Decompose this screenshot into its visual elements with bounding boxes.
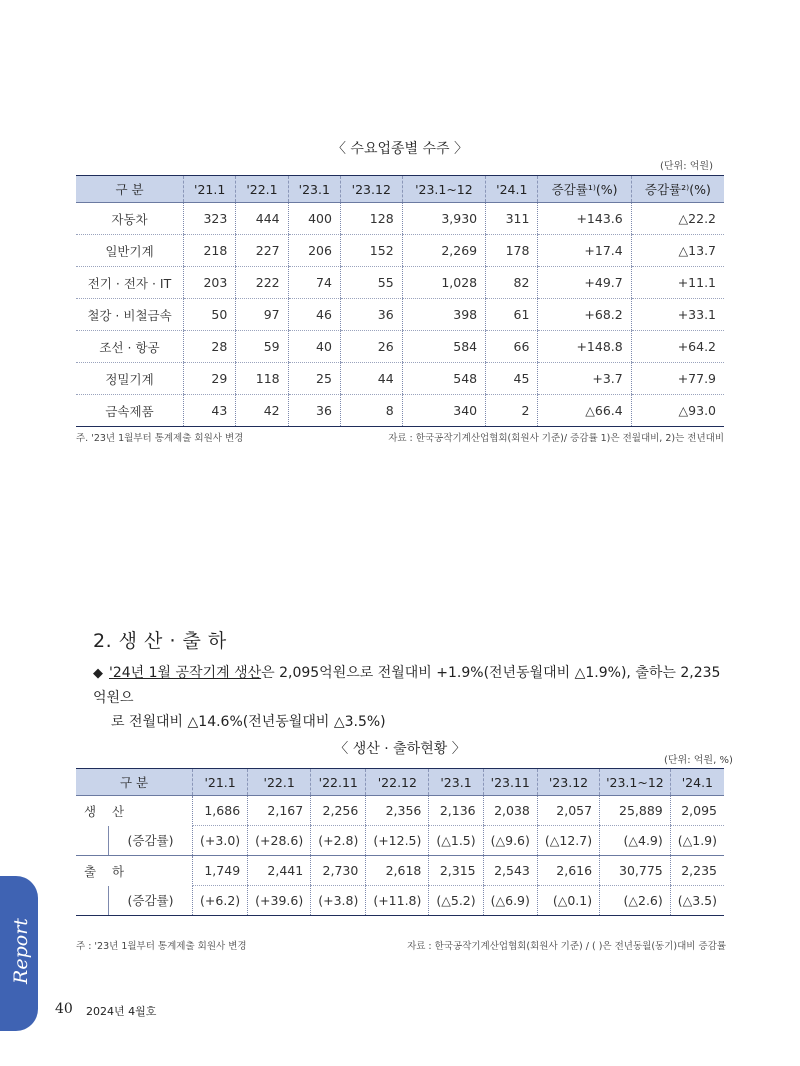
table-cell: 82	[486, 267, 538, 299]
table-cell: 97	[236, 299, 288, 331]
table-cell: +33.1	[631, 299, 724, 331]
table-cell: 44	[340, 363, 402, 395]
table2-caption: 〈 생산 · 출하현황 〉	[334, 741, 466, 757]
table-cell: 42	[236, 395, 288, 427]
table-cell: 400	[288, 203, 340, 235]
table2-source: 자료 : 한국공작기계산업협회(회원사 기준) / ( )은 전년동월(동기)대비 증감률	[407, 941, 726, 952]
table-cell: +143.6	[538, 203, 631, 235]
table-cell: +3.7	[538, 363, 631, 395]
table1-unit: (단위: 억원)	[660, 161, 713, 172]
table-cell: 2,356	[366, 796, 429, 826]
summary-text-1: 은 2,095억원으로 전월대비 +1.9%(전년동월대비 △1.9%), 출하는 2,235억원으	[93, 665, 721, 706]
table-cell: 2,256	[311, 796, 366, 826]
table-cell: +77.9	[631, 363, 724, 395]
table-row	[76, 235, 724, 267]
spacer-cell	[76, 826, 109, 856]
report-side-label: Report	[10, 918, 32, 984]
shipment-row	[76, 856, 724, 886]
row-label: 조선 · 항공	[76, 331, 184, 363]
table-cell: 2,269	[402, 235, 485, 267]
table-cell: (△5.2)	[429, 886, 483, 916]
table-cell: (+6.2)	[193, 886, 248, 916]
table-cell: 2,543	[483, 856, 537, 886]
summary-text-2: 로 전월대비 △14.6%(전년동월대비 △3.5%)	[111, 714, 386, 730]
table-cell: 206	[288, 235, 340, 267]
table-cell: 222	[236, 267, 288, 299]
table-cell: +68.2	[538, 299, 631, 331]
table-cell: (△4.9)	[600, 826, 671, 856]
table-cell: 25,889	[600, 796, 671, 826]
table1-col-header: '22.1	[236, 176, 288, 203]
table-cell: 218	[184, 235, 236, 267]
table-cell: 398	[402, 299, 485, 331]
table-cell: 45	[486, 363, 538, 395]
table-cell: 323	[184, 203, 236, 235]
table-cell: (△2.6)	[600, 886, 671, 916]
table-cell: +148.8	[538, 331, 631, 363]
production-row	[76, 796, 724, 826]
table-cell: 152	[340, 235, 402, 267]
table-cell: 444	[236, 203, 288, 235]
table-cell: 55	[340, 267, 402, 299]
table-cell: 36	[288, 395, 340, 427]
table-cell: (△3.5)	[670, 886, 724, 916]
production-rate-label: (증감률)	[109, 826, 193, 856]
table2-unit: (단위: 억원, %)	[664, 755, 733, 766]
table-cell: (+3.8)	[311, 886, 366, 916]
shipment-rate-row	[76, 886, 724, 916]
table-cell: △66.4	[538, 395, 631, 427]
table-cell: (△1.5)	[429, 826, 483, 856]
table2-col-header: '24.1	[670, 769, 724, 796]
table-cell: (+12.5)	[366, 826, 429, 856]
spacer-cell	[76, 886, 109, 916]
table1-col-header: '23.1~12	[402, 176, 485, 203]
table-cell: (△6.9)	[483, 886, 537, 916]
table-cell: 2,616	[537, 856, 599, 886]
production-shipment-table	[76, 768, 724, 916]
table-cell: 36	[340, 299, 402, 331]
row-label: 전기 · 전자 · IT	[76, 267, 184, 299]
table-cell: 26	[340, 331, 402, 363]
production-label: 생 산	[84, 803, 131, 819]
table-cell: 548	[402, 363, 485, 395]
table-cell: 40	[288, 331, 340, 363]
table1-header-row	[76, 176, 724, 203]
table2-col-header: '23.1~12	[600, 769, 671, 796]
table-cell: 28	[184, 331, 236, 363]
table-cell: 50	[184, 299, 236, 331]
table-cell: 2,441	[248, 856, 311, 886]
table-cell: 59	[236, 331, 288, 363]
production-rate-row	[76, 826, 724, 856]
table-cell: 46	[288, 299, 340, 331]
table1-source: 자료 : 한국공작기계산업협회(회원사 기준)/ 증감률 1)은 전월대비, 2)는 전년대비	[388, 433, 724, 444]
table-cell: (+2.8)	[311, 826, 366, 856]
table-cell: 8	[340, 395, 402, 427]
row-label: 금속제품	[76, 395, 184, 427]
table-cell: 2,095	[670, 796, 724, 826]
table-cell: (△9.6)	[483, 826, 537, 856]
table-cell: 311	[486, 203, 538, 235]
order-by-industry-table	[76, 175, 724, 427]
table-cell: +17.4	[538, 235, 631, 267]
table1-col-header: '21.1	[184, 176, 236, 203]
table1-col-header: 증감률²⁾(%)	[631, 176, 724, 203]
table-cell: (+3.0)	[193, 826, 248, 856]
table-cell: 3,930	[402, 203, 485, 235]
table-cell: 584	[402, 331, 485, 363]
table-cell: 2,136	[429, 796, 483, 826]
table-cell: (△1.9)	[670, 826, 724, 856]
table-cell: 2,730	[311, 856, 366, 886]
table1-col-header: '23.12	[340, 176, 402, 203]
table-cell: 1,686	[193, 796, 248, 826]
table-cell: +64.2	[631, 331, 724, 363]
table-cell: 340	[402, 395, 485, 427]
table-cell: 74	[288, 267, 340, 299]
row-label: 철강 · 비철금속	[76, 299, 184, 331]
table2-col-header: '23.12	[537, 769, 599, 796]
bullet-diamond-icon: ◆	[93, 666, 103, 681]
table-cell: △13.7	[631, 235, 724, 267]
table-cell: 1,028	[402, 267, 485, 299]
table-cell: (+11.8)	[366, 886, 429, 916]
table1-note: 주. '23년 1월부터 통계제출 회원사 변경	[76, 433, 244, 444]
table-cell: 227	[236, 235, 288, 267]
table-cell: 30,775	[600, 856, 671, 886]
table2-note: 주 : '23년 1월부터 통계제출 회원사 변경	[76, 941, 247, 952]
table2-col-header: '22.12	[366, 769, 429, 796]
row-label: 자동차	[76, 203, 184, 235]
table-cell: +11.1	[631, 267, 724, 299]
table-cell: 118	[236, 363, 288, 395]
table1-col-header: '23.1	[288, 176, 340, 203]
table2-col-header: '23.11	[483, 769, 537, 796]
table2-col-category: 구 분	[76, 769, 193, 796]
table-cell: (+28.6)	[248, 826, 311, 856]
table1-col-header: 증감률¹⁾(%)	[538, 176, 631, 203]
table-row	[76, 395, 724, 427]
table-cell: 43	[184, 395, 236, 427]
table-row	[76, 363, 724, 395]
table-cell: 2,618	[366, 856, 429, 886]
table-row	[76, 267, 724, 299]
table2-col-header: '23.1	[429, 769, 483, 796]
table-cell: 66	[486, 331, 538, 363]
table2-col-header: '21.1	[193, 769, 248, 796]
table-row	[76, 203, 724, 235]
table-cell: △22.2	[631, 203, 724, 235]
table2-col-header: '22.1	[248, 769, 311, 796]
table-cell: 2,235	[670, 856, 724, 886]
summary-lead: '24년 1월 공작기계 생산	[109, 665, 262, 681]
table-cell: 2,167	[248, 796, 311, 826]
table-row	[76, 331, 724, 363]
row-label: 정밀기계	[76, 363, 184, 395]
table2-header-row	[76, 769, 724, 796]
issue-label: 2024년 4월호	[86, 1005, 157, 1018]
table-cell: (△12.7)	[537, 826, 599, 856]
table1-col-header: '24.1	[486, 176, 538, 203]
table-cell: (△0.1)	[537, 886, 599, 916]
shipment-label: 출 하	[84, 863, 131, 879]
table1-col-category: 구 분	[76, 176, 184, 203]
shipment-rate-label: (증감률)	[109, 886, 193, 916]
table-row	[76, 299, 724, 331]
table-cell: (+39.6)	[248, 886, 311, 916]
table-cell: 178	[486, 235, 538, 267]
row-label: 일반기계	[76, 235, 184, 267]
table-cell: 61	[486, 299, 538, 331]
table-cell: 25	[288, 363, 340, 395]
table-cell: 2,315	[429, 856, 483, 886]
table-cell: △93.0	[631, 395, 724, 427]
section-summary	[93, 661, 733, 734]
section-title: 2. 생 산 · 출 하	[93, 630, 227, 652]
table1-caption: 〈 수요업종별 수주 〉	[331, 141, 469, 157]
table-cell: 2,057	[537, 796, 599, 826]
table-cell: +49.7	[538, 267, 631, 299]
table-cell: 203	[184, 267, 236, 299]
table2-col-header: '22.11	[311, 769, 366, 796]
table-cell: 128	[340, 203, 402, 235]
table-cell: 1,749	[193, 856, 248, 886]
page-number: 40	[55, 1001, 73, 1017]
table-cell: 2	[486, 395, 538, 427]
table-cell: 29	[184, 363, 236, 395]
table-cell: 2,038	[483, 796, 537, 826]
